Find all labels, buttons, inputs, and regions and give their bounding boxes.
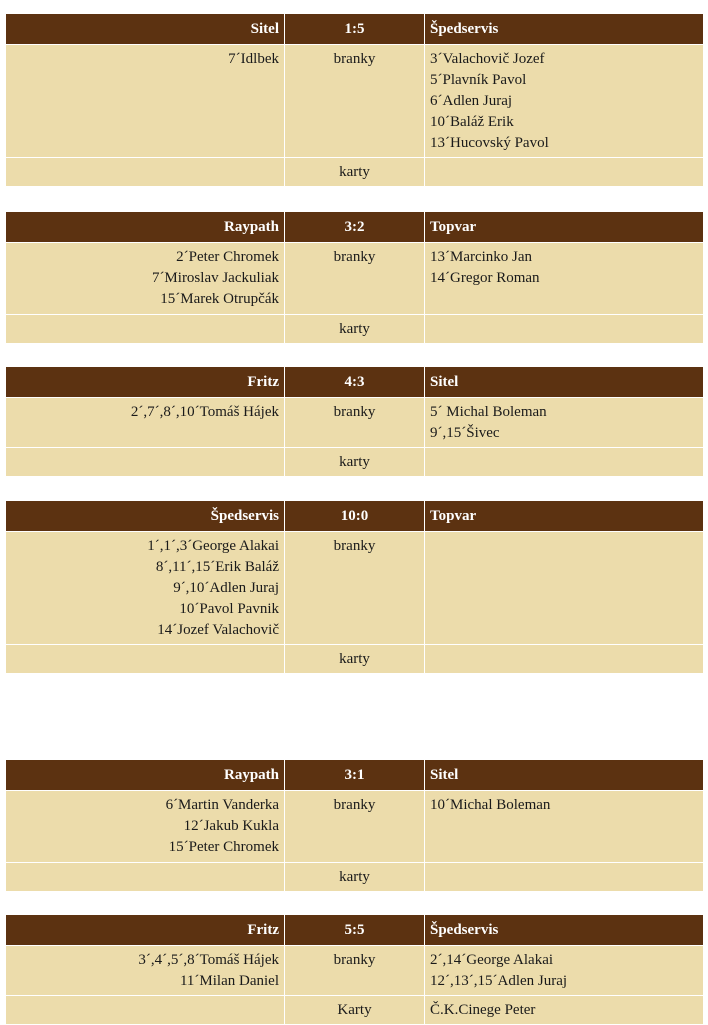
home-goals bbox=[6, 532, 285, 645]
home-goals bbox=[6, 45, 285, 158]
cards-label: karty bbox=[285, 863, 425, 892]
goals-row bbox=[6, 946, 704, 996]
goal-entry: 12´,13´,15´Adlen Juraj bbox=[430, 973, 568, 989]
goal-entry: 5´ Michal Boleman bbox=[430, 404, 547, 420]
away-team: Špedservis bbox=[425, 14, 704, 45]
goal-entry: 9´,15´Šivec bbox=[430, 425, 500, 441]
home-cards bbox=[6, 158, 285, 187]
goals-row bbox=[6, 45, 704, 158]
match-header bbox=[6, 760, 704, 791]
cards-row bbox=[6, 315, 704, 344]
home-cards bbox=[6, 863, 285, 892]
goal-entry: 13´Hucovský Pavol bbox=[430, 135, 549, 151]
away-goals bbox=[425, 398, 704, 448]
home-team: Raypath bbox=[6, 760, 285, 791]
home-team: Raypath bbox=[6, 212, 285, 243]
away-cards bbox=[425, 863, 704, 892]
cards-row bbox=[6, 645, 704, 674]
cards-row bbox=[6, 158, 704, 187]
home-cards bbox=[6, 315, 285, 344]
goal-entry: 8´,11´,15´Erik Baláž bbox=[155, 559, 279, 575]
goal-entry: 10´Michal Boleman bbox=[430, 797, 551, 813]
goal-entry: 3´Valachovič Jozef bbox=[430, 51, 545, 67]
goals-label: branky bbox=[285, 398, 425, 448]
home-team: Fritz bbox=[6, 915, 285, 946]
score: 3:1 bbox=[285, 760, 425, 791]
match-header bbox=[6, 915, 704, 946]
score: 10:0 bbox=[285, 501, 425, 532]
goal-entry: 15´Peter Chromek bbox=[168, 839, 279, 855]
score: 4:3 bbox=[285, 367, 425, 398]
goal-entry: 15´Marek Otrupčák bbox=[160, 291, 279, 307]
cards-label: karty bbox=[285, 448, 425, 477]
score: 5:5 bbox=[285, 915, 425, 946]
home-cards bbox=[6, 996, 285, 1025]
away-cards bbox=[425, 645, 704, 674]
goals-row bbox=[6, 398, 704, 448]
goal-entry: 2´,14´George Alakai bbox=[430, 952, 554, 968]
away-goals bbox=[425, 243, 704, 315]
away-team: Sitel bbox=[425, 760, 704, 791]
home-cards bbox=[6, 645, 285, 674]
home-goals bbox=[6, 946, 285, 996]
away-team: Topvar bbox=[425, 212, 704, 243]
home-goals bbox=[6, 791, 285, 863]
goals-label: branky bbox=[285, 946, 425, 996]
goal-entry: 7´Idlbek bbox=[228, 51, 279, 67]
goal-entry: 1´,1´,3´George Alakai bbox=[147, 538, 279, 554]
away-cards bbox=[425, 315, 704, 344]
goals-label: branky bbox=[285, 532, 425, 645]
goal-entry: 3´,4´,5´,8´Tomáš Hájek bbox=[138, 952, 279, 968]
home-cards bbox=[6, 448, 285, 477]
goals-row bbox=[6, 791, 704, 863]
away-goals bbox=[425, 532, 704, 645]
goal-entry: 2´,7´,8´,10´Tomáš Hájek bbox=[130, 404, 279, 420]
away-goals bbox=[425, 791, 704, 863]
goals-label: branky bbox=[285, 791, 425, 863]
away-goals bbox=[425, 946, 704, 996]
away-goals bbox=[425, 45, 704, 158]
goal-entry: 9´,10´Adlen Juraj bbox=[173, 580, 279, 596]
home-team: Sitel bbox=[6, 14, 285, 45]
score: 1:5 bbox=[285, 14, 425, 45]
away-team: Sitel bbox=[425, 367, 704, 398]
match-header bbox=[6, 212, 704, 243]
score: 3:2 bbox=[285, 212, 425, 243]
goals-label: branky bbox=[285, 243, 425, 315]
away-team: Špedservis bbox=[425, 915, 704, 946]
cards-label: karty bbox=[285, 645, 425, 674]
goal-entry: 2´Peter Chromek bbox=[176, 249, 279, 265]
goal-entry: 14´Gregor Roman bbox=[430, 270, 540, 286]
cards-row bbox=[6, 996, 704, 1025]
goals-row bbox=[6, 243, 704, 315]
goal-entry: 6´Martin Vanderka bbox=[165, 797, 279, 813]
cards-label: karty bbox=[285, 158, 425, 187]
cards-label: Karty bbox=[285, 996, 425, 1025]
cards-label: karty bbox=[285, 315, 425, 344]
home-team: Fritz bbox=[6, 367, 285, 398]
goal-entry: 14´Jozef Valachovič bbox=[157, 622, 279, 638]
cards-row bbox=[6, 448, 704, 477]
away-cards: Č.K.Cinege Peter bbox=[425, 996, 704, 1025]
away-team: Topvar bbox=[425, 501, 704, 532]
goals-row bbox=[6, 532, 704, 645]
match-header bbox=[6, 501, 704, 532]
goal-entry: 11´Milan Daniel bbox=[179, 973, 279, 989]
match-table bbox=[5, 13, 704, 187]
goal-entry: 12´Jakub Kukla bbox=[183, 818, 279, 834]
goal-entry: 6´Adlen Juraj bbox=[430, 93, 513, 109]
match-table bbox=[5, 211, 704, 344]
home-team: Špedservis bbox=[6, 501, 285, 532]
home-goals bbox=[6, 243, 285, 315]
goals-label: branky bbox=[285, 45, 425, 158]
goal-entry: 10´Baláž Erik bbox=[430, 114, 514, 130]
away-cards bbox=[425, 448, 704, 477]
goal-entry: 5´Plavník Pavol bbox=[430, 72, 527, 88]
match-header bbox=[6, 367, 704, 398]
match-table bbox=[5, 759, 704, 892]
match-table bbox=[5, 914, 704, 1025]
match-table bbox=[5, 366, 704, 477]
home-goals bbox=[6, 398, 285, 448]
cards-row bbox=[6, 863, 704, 892]
match-header bbox=[6, 14, 704, 45]
goal-entry: 13´Marcinko Jan bbox=[430, 249, 533, 265]
goal-entry: 10´Pavol Pavnik bbox=[179, 601, 279, 617]
match-table bbox=[5, 500, 704, 674]
goal-entry: 7´Miroslav Jackuliak bbox=[151, 270, 279, 286]
away-cards bbox=[425, 158, 704, 187]
